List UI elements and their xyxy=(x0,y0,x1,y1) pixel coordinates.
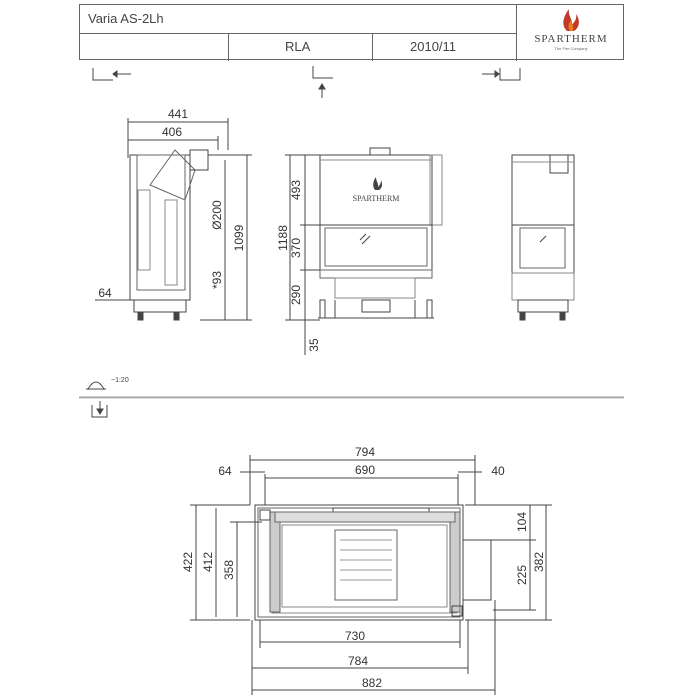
dim-784: 784 xyxy=(347,654,369,668)
front-logo xyxy=(353,177,400,203)
dim-40: 40 xyxy=(491,464,505,478)
dim-382: 382 xyxy=(532,551,546,573)
dim-225: 225 xyxy=(515,564,529,586)
variant-label: RLA xyxy=(285,39,311,54)
fireplace-scale-icon xyxy=(86,382,106,389)
plan-view xyxy=(190,455,552,695)
view-left-arrow-icon xyxy=(93,68,131,80)
front-view xyxy=(285,148,442,355)
dim-104: 104 xyxy=(515,511,529,533)
logo-brand: SPARTHERM xyxy=(534,33,608,45)
dim-422: 422 xyxy=(181,551,195,573)
dim-plan-64: 64 xyxy=(218,464,232,478)
date-label: 2010/11 xyxy=(410,39,457,54)
dim-882: 882 xyxy=(361,676,383,690)
top-view-icon xyxy=(92,401,107,417)
left-side-view xyxy=(95,118,252,320)
dim-200: Ø200 xyxy=(210,200,224,230)
front-logo-text: SPARTHERM xyxy=(352,194,400,203)
logo-tagline: The Fire Company xyxy=(554,46,588,51)
dim-794: 794 xyxy=(354,445,376,459)
dim-412: 412 xyxy=(201,551,215,573)
dim-1099: 1099 xyxy=(232,224,246,252)
model-name: Varia AS-2Lh xyxy=(88,11,164,26)
dim-93: *93 xyxy=(210,270,224,290)
right-side-view xyxy=(512,155,574,320)
view-front-arrow-icon xyxy=(313,66,333,98)
dim-35: 35 xyxy=(307,338,321,352)
scale-label: ~1:20 xyxy=(111,377,129,384)
dim-690: 690 xyxy=(354,463,376,477)
dim-64: 64 xyxy=(98,286,112,300)
dim-493: 493 xyxy=(289,179,303,201)
dim-1188: 1188 xyxy=(276,225,290,251)
dim-290: 290 xyxy=(289,284,303,306)
dim-370: 370 xyxy=(289,237,303,259)
dim-406: 406 xyxy=(161,125,183,139)
dim-441: 441 xyxy=(167,107,189,121)
view-right-arrow-icon xyxy=(482,68,520,80)
dim-730: 730 xyxy=(344,629,366,643)
dim-358: 358 xyxy=(222,559,236,581)
